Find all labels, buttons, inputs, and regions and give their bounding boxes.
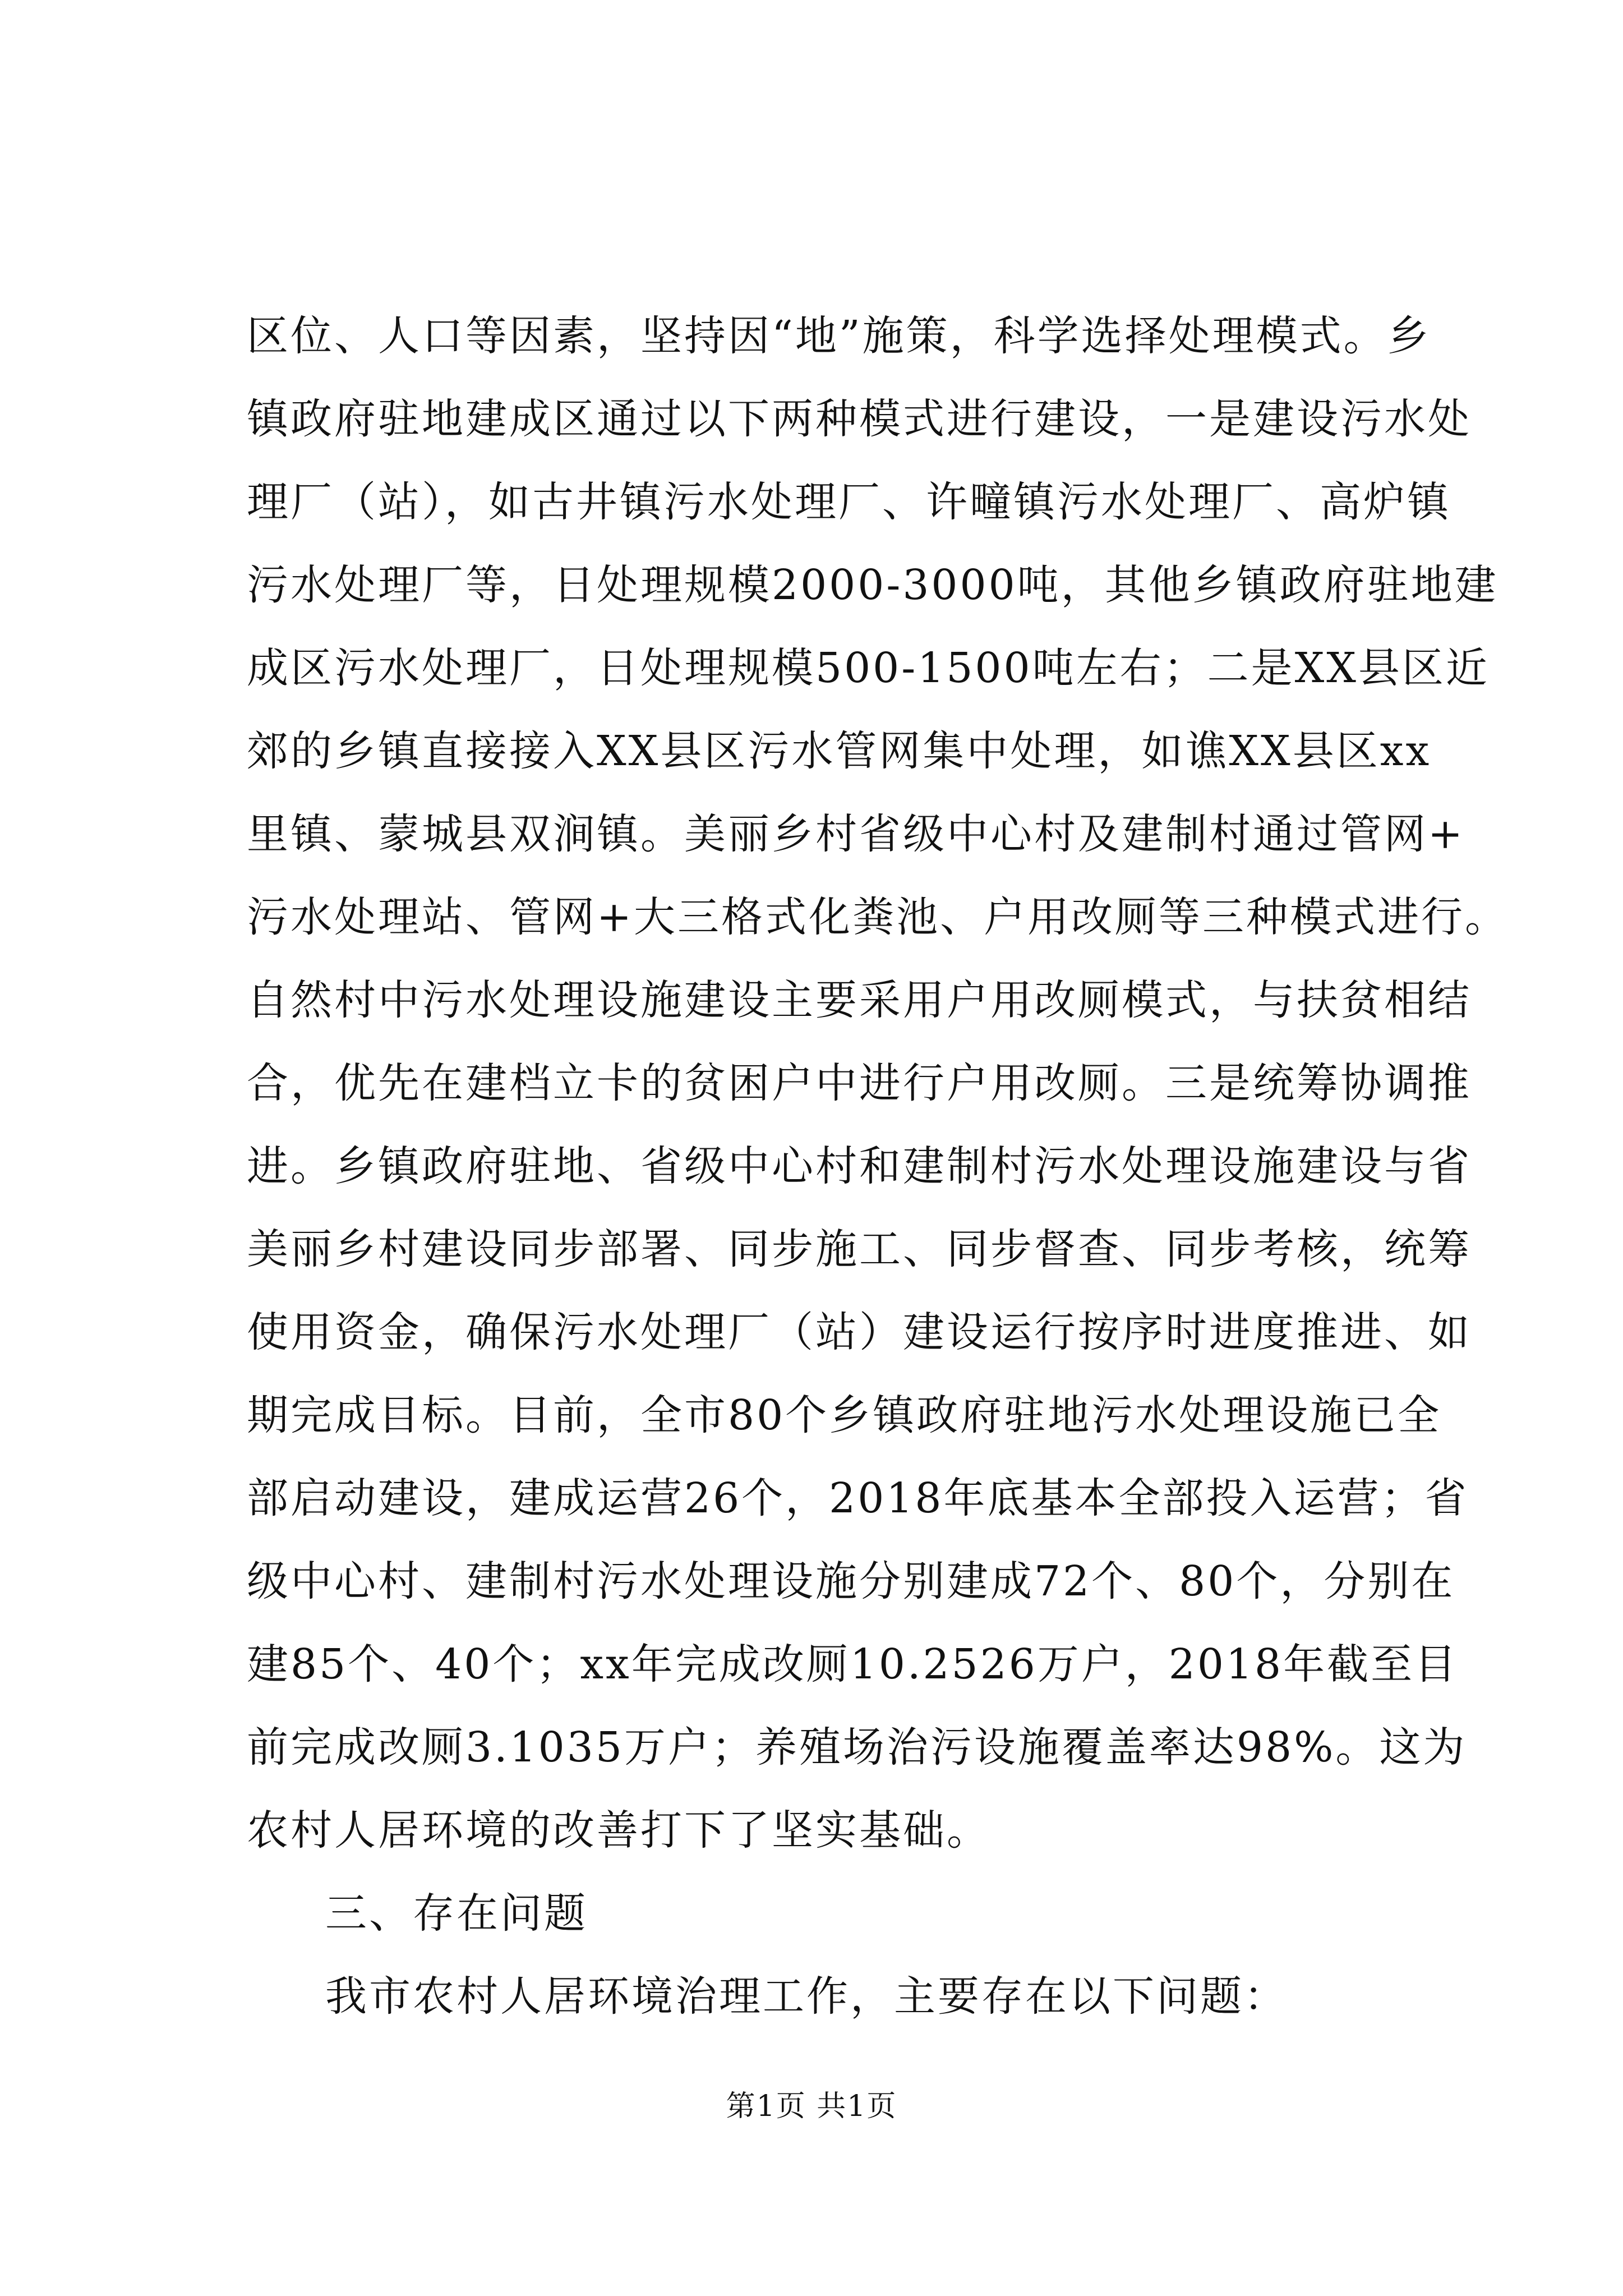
paragraph-line: 自然村中污水处理设施建设主要采用户用改厕模式，与扶贫相结 [247,976,1472,1024]
paragraph-line: 使用资金，确保污水处理厂（站）建设运行按序时进度推进、如 [247,1308,1472,1356]
paragraph-line: 里镇、蒙城县双涧镇。美丽乡村省级中心村及建制村通过管网+ [247,810,1465,858]
paragraph-line: 级中心村、建制村污水处理设施分别建成72个、80个，分别在 [247,1557,1455,1605]
closing-paragraph: 我市农村人居环境治理工作，主要存在以下问题： [325,1972,1288,2021]
paragraph-line: 区位、人口等因素，坚持因“地”施策，科学选择处理模式。乡 [247,312,1431,360]
paragraph-line: 进。乡镇政府驻地、省级中心村和建制村污水处理设施建设与省 [247,1142,1472,1190]
paragraph-line: 郊的乡镇直接接入XX县区污水管网集中处理，如谯XX县区xx [247,727,1432,775]
paragraph-line: 镇政府驻地建成区通过以下两种模式进行建设，一是建设污水处 [247,395,1472,443]
paragraph-line: 部启动建设，建成运营26个，2018年底基本全部投入运营；省 [247,1474,1469,1522]
paragraph-line: 期完成目标。目前，全市80个乡镇政府驻地污水处理设施已全 [247,1391,1442,1439]
document-body [247,295,1509,2038]
paragraph-line: 建85个、40个；xx年完成改厕10.2526万户，2018年截至目 [247,1640,1459,1688]
paragraph-line: 前完成改厕3.1035万户；养殖场治污设施覆盖率达98%。这为 [247,1723,1467,1772]
paragraph-line: 成区污水处理厂，日处理规模500-1500吨左右；二是XX县区近 [247,644,1490,692]
page-footer: 第1页 共1页 [726,2090,897,2123]
paragraph-line: 合，优先在建档立卡的贫困户中进行户用改厕。三是统筹协调推 [247,1059,1472,1107]
paragraph-line: 美丽乡村建设同步部署、同步施工、同步督查、同步考核，统筹 [247,1225,1472,1273]
paragraph-line: 理厂（站），如古井镇污水处理厂、许疃镇污水处理厂、高炉镇 [247,478,1451,526]
paragraph-line: 农村人居环境的改善打下了坚实基础。 [247,1806,990,1855]
paragraph-line: 污水处理厂等，日处理规模2000-3000吨，其他乡镇政府驻地建 [247,561,1498,609]
section-heading: 三、存在问题 [325,1889,588,1938]
paragraph-line: 污水处理站、管网+大三格式化粪池、户用改厕等三种模式进行。 [247,893,1509,941]
